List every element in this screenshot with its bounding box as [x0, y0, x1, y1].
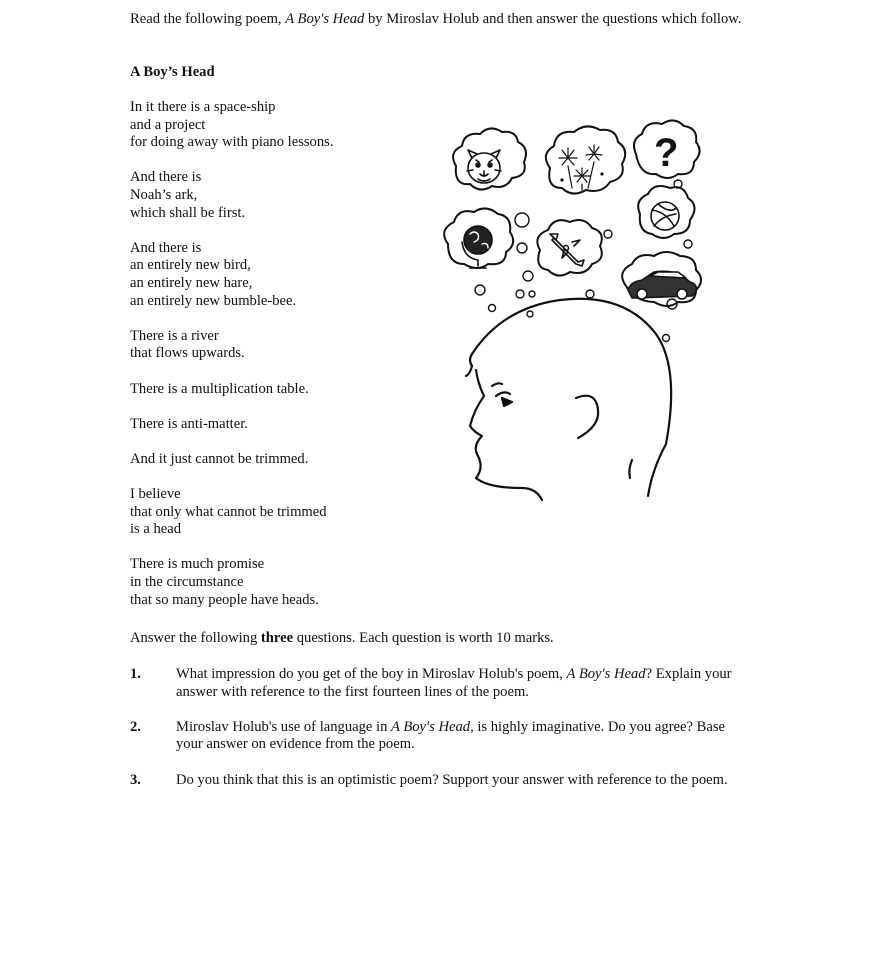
poem-line: an entirely new hare, [130, 274, 253, 291]
question-thought-bubble [634, 120, 700, 178]
question-number: 3. [130, 771, 141, 788]
poem-title: A Boy’s Head [130, 64, 215, 80]
question-list [130, 666, 750, 807]
poem-line: And there is [130, 239, 202, 256]
rocket-icon [550, 234, 584, 266]
poem-stanza [130, 416, 430, 434]
tiger-icon [467, 150, 501, 183]
volleyball-thought-bubble [638, 186, 694, 238]
poem-line: And there is [130, 169, 202, 186]
poem-line: and a project [130, 116, 206, 133]
poem-line: an entirely new bumble-bee. [130, 292, 297, 309]
intro-text-post: by Miroslav Holub and then answer the questions which follow. [364, 11, 742, 27]
intro-paragraph [130, 11, 750, 29]
poem-stanza [130, 99, 430, 152]
question-item [130, 719, 750, 754]
question-mark-icon: ? [654, 131, 679, 175]
poem-line: There is a river [130, 327, 219, 344]
question-number: 1. [130, 666, 141, 682]
question-text-pre: What impression do you get of the boy in Miroslav Holub's poem, [176, 666, 567, 682]
instructions-bold: three [260, 630, 294, 646]
question-text-post: , is highly imaginative. Do you agree? Base your answer on evidence from the poem. [176, 718, 725, 753]
fireworks-icon [559, 145, 603, 190]
boy-head-illustration [436, 118, 712, 516]
intro-text-pre: Read the following poem, [130, 11, 286, 27]
rocket-thought-bubble [537, 220, 601, 276]
poem-line: There is much promise [130, 556, 265, 573]
poem-line: In it there is a space-ship [130, 99, 276, 115]
poem-body [130, 99, 430, 627]
poem-line: that so many people have heads. [130, 591, 319, 608]
poem-line: There is a multiplication table. [130, 380, 309, 397]
question-text-pre: Do you think that this is an optimistic poem? Support your answer with reference to the poem. [176, 771, 728, 788]
poem-line: which shall be first. [130, 204, 246, 221]
poem-line: And it just cannot be trimmed. [130, 450, 309, 467]
poem-stanza [130, 486, 430, 539]
question-text-pre: Miroslav Holub's use of language in [176, 718, 392, 735]
question-text-post: ? Explain your answer with reference to the first fourteen lines of the poem. [176, 666, 732, 700]
globe-thought-bubble [444, 208, 513, 268]
intro-poem-title: A Boy's Head [285, 11, 365, 27]
instructions [130, 630, 554, 648]
instructions-post: questions. Each question is worth 10 marks. [293, 630, 554, 646]
poem-stanza [130, 381, 430, 399]
tiger-thought-bubble [453, 128, 526, 189]
poem-stanza [130, 556, 430, 609]
poem-line: an entirely new bird, [130, 257, 251, 274]
poem-line: in the circumstance [130, 574, 244, 591]
instructions-pre: Answer the following [130, 630, 261, 646]
fireworks-thought-bubble [546, 126, 625, 193]
car-icon [628, 271, 696, 299]
globe-icon [462, 226, 492, 268]
poem-stanza [130, 240, 430, 310]
boy-head-outline [466, 299, 671, 500]
poem-line: that only what cannot be trimmed [130, 503, 327, 520]
question-text-italic: A Boy's Head [566, 666, 646, 682]
poem-line: that flows upwards. [130, 345, 245, 362]
car-thought-bubble [622, 252, 701, 306]
poem-line: Noah’s ark, [130, 186, 198, 203]
poem-line: I believe [130, 486, 181, 503]
question-number: 2. [130, 718, 141, 735]
question-item [130, 666, 750, 701]
poem-stanza [130, 328, 430, 363]
question-text-italic: A Boy's Head [391, 718, 471, 735]
poem-line: for doing away with piano lessons. [130, 134, 334, 151]
poem-stanza [130, 169, 430, 222]
volleyball-icon [651, 202, 679, 230]
poem-line: There is anti-matter. [130, 415, 248, 432]
question-item [130, 772, 750, 790]
poem-stanza [130, 451, 430, 469]
poem-line: is a head [130, 521, 182, 538]
